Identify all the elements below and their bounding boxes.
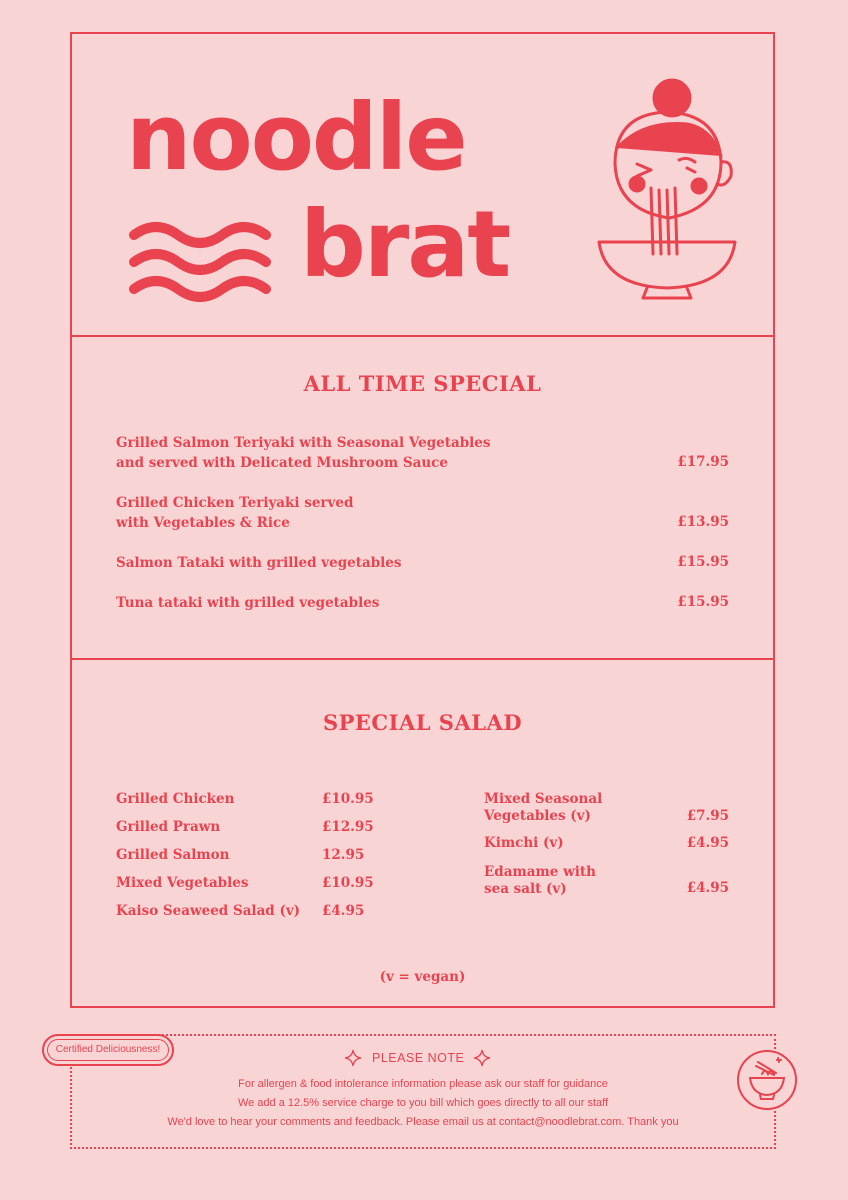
note-line-service-charge: We add a 12.5% service charge to you bill which goes directly to all our staff	[237, 1097, 609, 1109]
list-item: Grilled Chicken Teriyaki served with Vegetables & Rice	[116, 495, 354, 531]
item-price: £10.95	[322, 791, 374, 807]
item-price: £10.95	[322, 875, 374, 891]
certified-badge: Certified Deliciousness!	[42, 1034, 174, 1066]
note-line-allergen: For allergen & food intolerance information please ask our staff for guidance	[238, 1078, 608, 1090]
item-price: £15.95	[677, 594, 729, 610]
noodle-girl-mascot-icon	[587, 76, 747, 301]
all-time-special-panel	[70, 335, 775, 660]
item-price: £4.95	[686, 835, 729, 851]
sparkle-icon	[473, 1049, 491, 1067]
special-salad-panel	[70, 658, 775, 1008]
list-item: Mixed Vegetables	[116, 875, 249, 891]
noodle-bowl-stamp-icon	[734, 1048, 800, 1112]
note-title: PLEASE NOTE	[372, 1051, 465, 1065]
list-item: Kaiso Seaweed Salad (v)	[116, 903, 301, 919]
list-item: Grilled Prawn	[116, 819, 221, 835]
list-item: Grilled Chicken	[116, 791, 235, 807]
list-item: Grilled Salmon Teriyaki with Seasonal Vegetables and served with Delicated Mushroom Sauce	[116, 435, 491, 471]
list-item: Salmon Tataki with grilled vegetables	[116, 555, 402, 571]
item-price: £4.95	[686, 880, 729, 896]
section-title-all-time-special: ALL TIME SPECIAL	[303, 371, 542, 396]
list-item: Mixed Seasonal Vegetables (v)	[484, 791, 603, 824]
list-item: Kimchi (v)	[484, 835, 564, 851]
item-price: 12.95	[322, 847, 365, 863]
logo-word-brat: brat	[300, 191, 510, 298]
item-price: £13.95	[677, 514, 729, 530]
item-price: £17.95	[677, 454, 729, 470]
item-price: £4.95	[322, 903, 365, 919]
note-line-feedback: We'd love to hear your comments and feedback. Please email us at contact@noodlebrat.com. Thank you	[167, 1116, 679, 1128]
vegan-legend: (v = vegan)	[379, 969, 466, 985]
section-title-special-salad: SPECIAL SALAD	[322, 710, 523, 735]
list-item: Tuna tataki with grilled vegetables	[116, 595, 380, 611]
logo-word-noodle: noodle	[126, 84, 466, 191]
list-item: Grilled Salmon	[116, 847, 230, 863]
item-price: £12.95	[322, 819, 374, 835]
waves-icon	[126, 217, 276, 317]
item-price: £7.95	[686, 808, 729, 824]
logo-panel	[70, 32, 775, 337]
sparkle-icon	[344, 1049, 362, 1067]
list-item: Edamame with sea salt (v)	[484, 864, 596, 897]
item-price: £15.95	[677, 554, 729, 570]
